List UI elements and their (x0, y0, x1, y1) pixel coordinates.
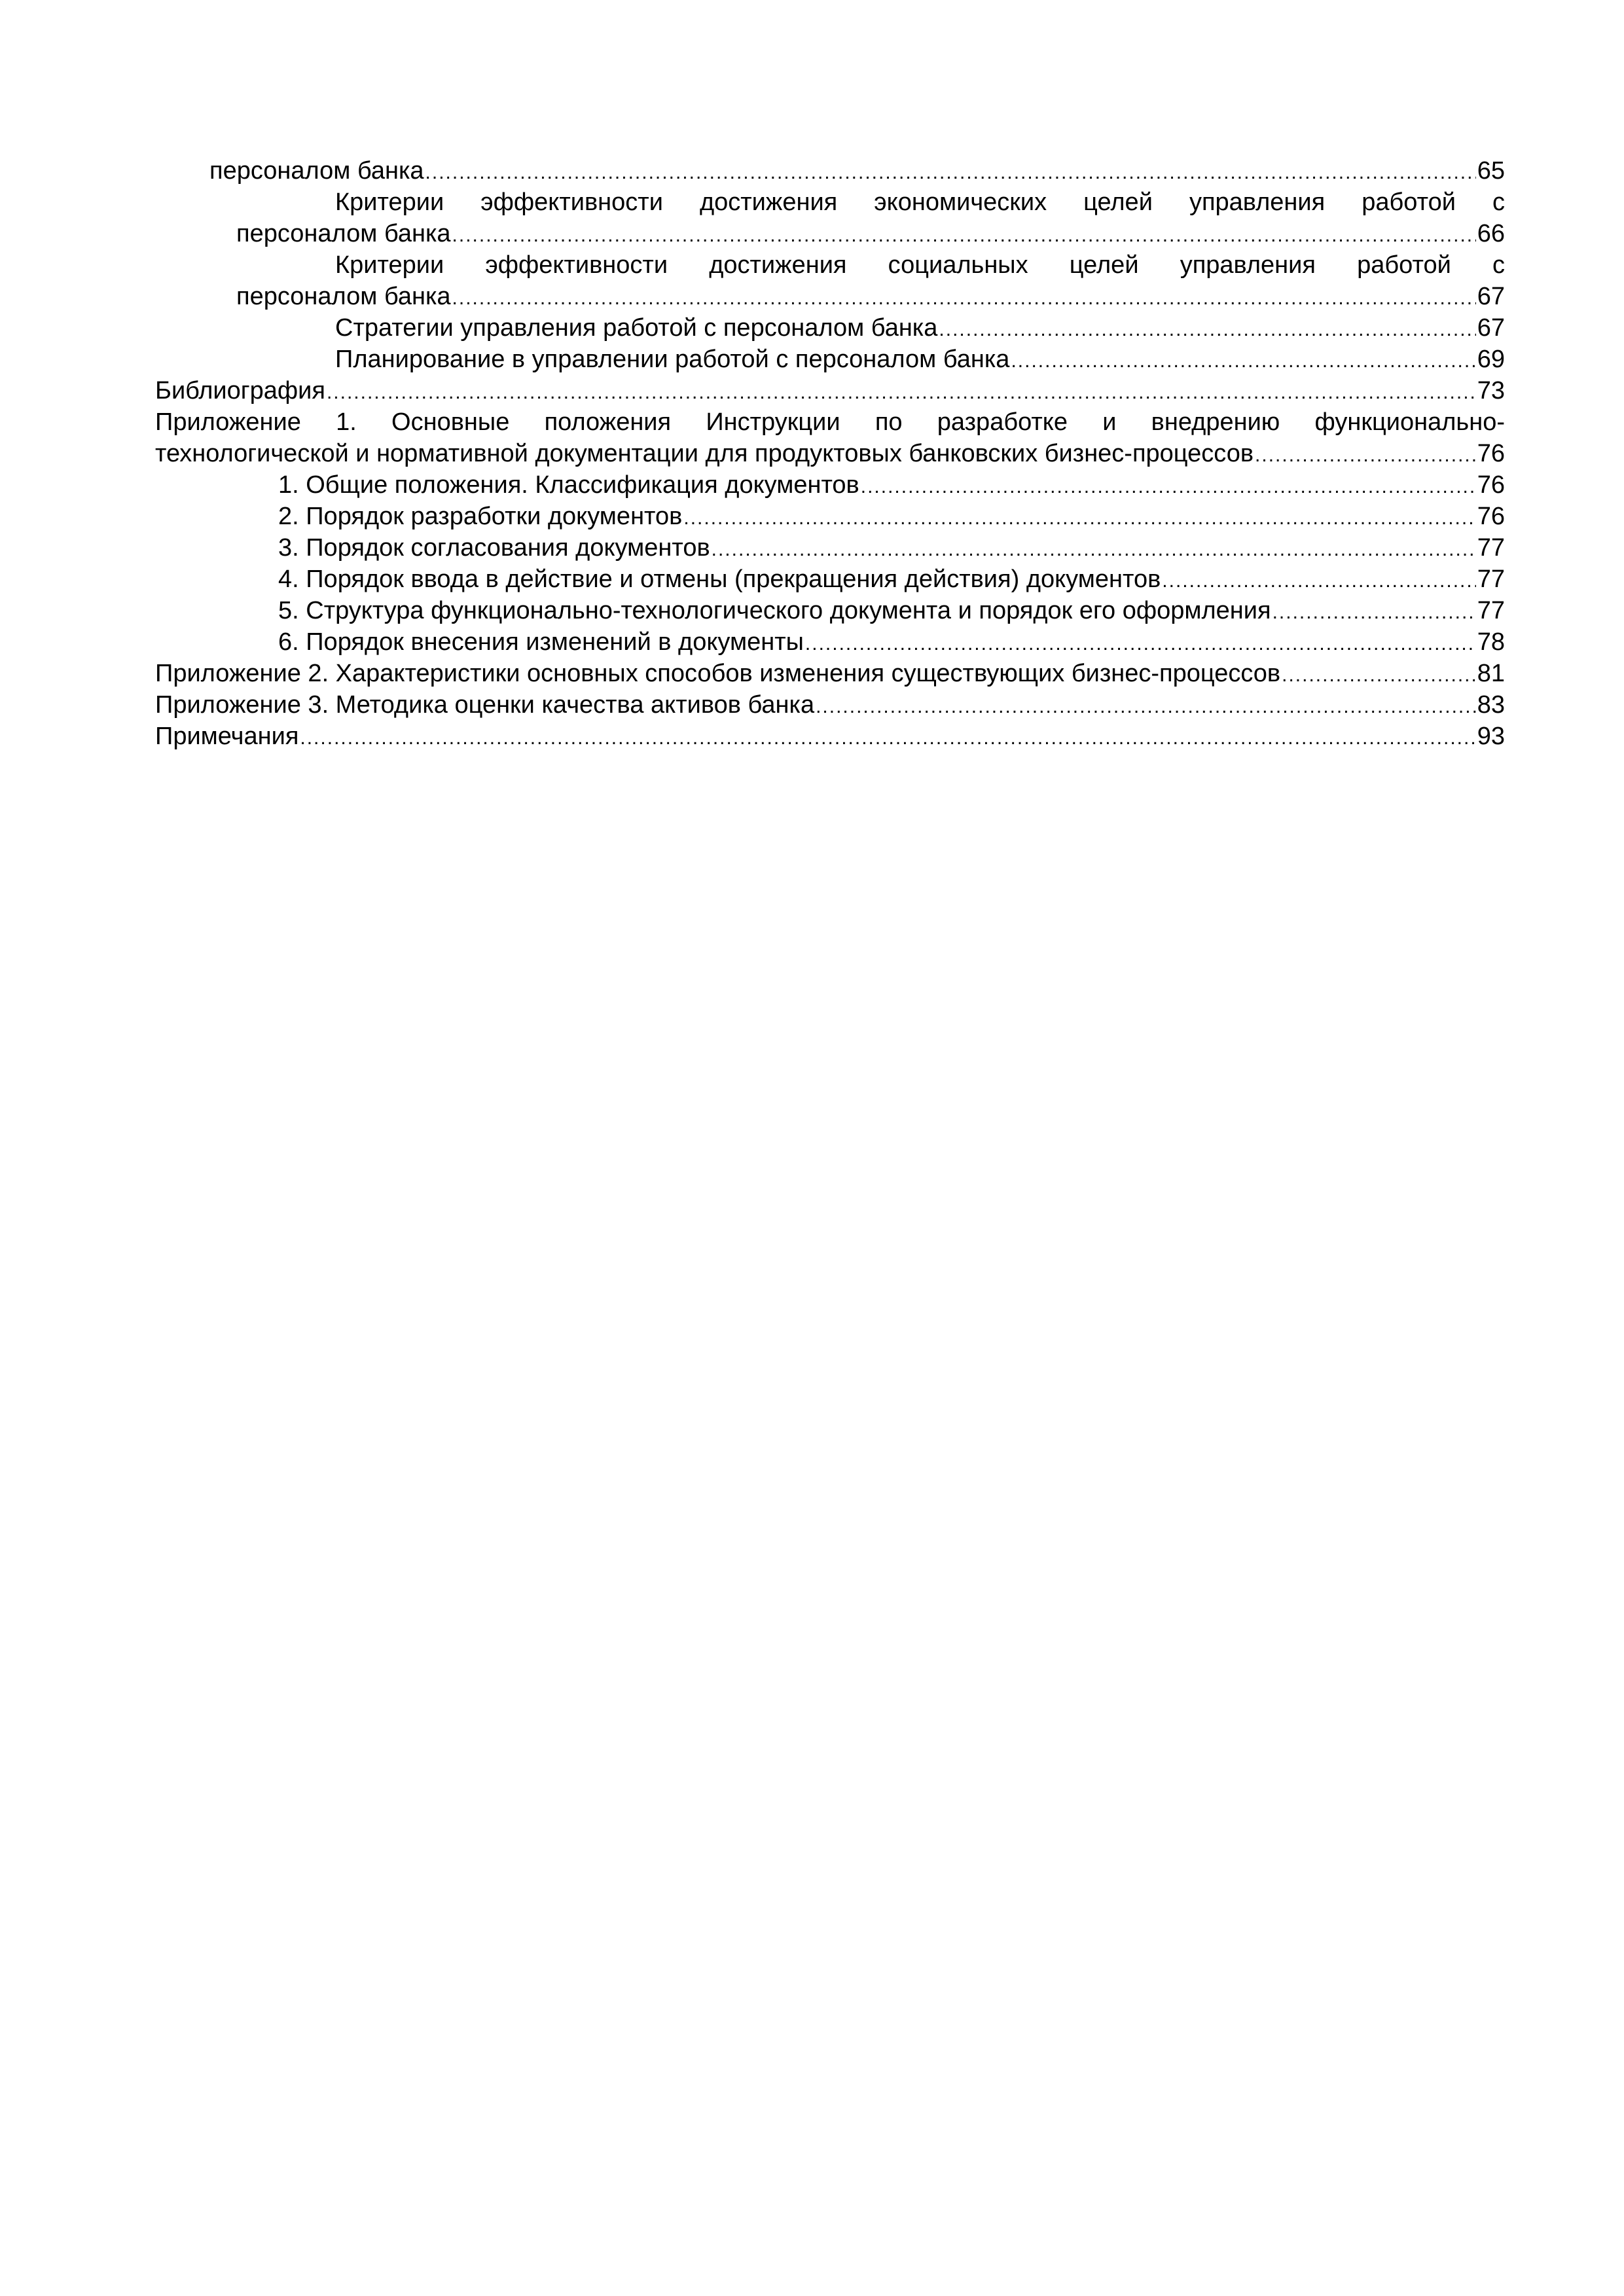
toc-line: Приложение 1. Основные положения Инструкции по разработке и внедрению функционально- (155, 408, 1505, 436)
toc-line (155, 532, 1505, 564)
toc-entry[interactable] (155, 721, 1505, 752)
toc-page-number: 67 (1477, 314, 1505, 342)
toc-entry-title: 1. Общие положения. Классификация документов (278, 471, 859, 499)
toc-entry-title: 6. Порядок внесения изменений в документы (278, 628, 804, 656)
toc-entry[interactable] (155, 595, 1505, 626)
toc-page-number: 77 (1477, 534, 1505, 562)
toc-page-number: 83 (1477, 691, 1505, 719)
toc-line: Критерии эффективности достижения социальных целей управления работой с (335, 251, 1505, 279)
dot-leader (861, 471, 1476, 503)
toc-page-number: 76 (1477, 440, 1505, 467)
toc-page-number: 69 (1477, 346, 1505, 373)
toc-line (155, 658, 1505, 689)
dot-leader (452, 220, 1476, 251)
toc-entry[interactable] (155, 187, 1505, 249)
toc-entry-title: Приложение 3. Методика оценки качества активов банка (155, 691, 815, 719)
toc-line: Критерии эффективности достижения экономических целей управления работой с (335, 188, 1505, 216)
toc-page-number: 81 (1477, 660, 1505, 687)
toc-entry-title: 5. Структура функционально-технологического документа и порядок его оформления (278, 597, 1271, 624)
toc-entry-title: персоналом банка (236, 283, 451, 310)
toc-entry[interactable] (155, 532, 1505, 564)
toc-entry-title: Стратегии управления работой с персоналом банка (335, 314, 938, 342)
toc-entry[interactable] (155, 375, 1505, 406)
dot-leader (816, 691, 1476, 723)
toc-page-number: 78 (1477, 628, 1505, 656)
toc-page-number: 73 (1477, 377, 1505, 404)
toc-page-number: 67 (1477, 283, 1505, 310)
dot-leader (805, 628, 1476, 660)
toc-page-number: 93 (1477, 723, 1505, 750)
toc-line (155, 312, 1505, 344)
toc-line (155, 595, 1505, 626)
toc-line (155, 469, 1505, 501)
toc-entry[interactable] (155, 564, 1505, 595)
dot-leader (683, 503, 1475, 534)
toc-line (155, 281, 1505, 312)
toc-entry[interactable] (155, 501, 1505, 532)
dot-leader (425, 157, 1476, 188)
toc-entry-title: Библиография (155, 377, 325, 404)
dot-leader (327, 377, 1476, 408)
toc-line (155, 564, 1505, 595)
dot-leader (300, 723, 1475, 754)
dot-leader (939, 314, 1475, 346)
toc-entry-title: Приложение 2. Характеристики основных способов изменения существующих бизнес-процессов (155, 660, 1281, 687)
toc-entry[interactable] (155, 406, 1505, 469)
toc-line (155, 344, 1505, 375)
dot-leader (452, 283, 1476, 314)
toc-line (155, 626, 1505, 658)
dot-leader (1282, 660, 1476, 691)
dot-leader (1272, 597, 1476, 628)
toc-line (155, 375, 1505, 406)
toc-entry[interactable] (155, 658, 1505, 689)
toc-page-number: 77 (1477, 597, 1505, 624)
toc-line (155, 438, 1505, 469)
toc-page-number: 76 (1477, 471, 1505, 499)
toc-line (155, 218, 1505, 249)
toc-line (155, 689, 1505, 721)
toc-page-number: 77 (1477, 565, 1505, 593)
toc-entry-title: 2. Порядок разработки документов (278, 503, 683, 530)
toc-entry-title: Примечания (155, 723, 299, 750)
dot-leader (1162, 565, 1475, 597)
toc-entry[interactable] (155, 689, 1505, 721)
toc-line (155, 155, 1505, 187)
table-of-contents (155, 155, 1505, 752)
toc-entry-title: Планирование в управлении работой с персоналом банка (335, 346, 1010, 373)
toc-entry[interactable] (155, 312, 1505, 344)
dot-leader (1255, 440, 1476, 471)
toc-entry-title: персоналом банка (236, 220, 451, 247)
toc-entry-title: 3. Порядок согласования документов (278, 534, 710, 562)
toc-page-number: 65 (1477, 157, 1505, 185)
toc-entry[interactable] (155, 469, 1505, 501)
toc-page-number: 66 (1477, 220, 1505, 247)
toc-entry[interactable] (155, 155, 1505, 187)
toc-entry[interactable] (155, 249, 1505, 312)
toc-entry-title: персоналом банка (209, 157, 424, 185)
toc-entry[interactable] (155, 344, 1505, 375)
toc-line (155, 501, 1505, 532)
dot-leader (712, 534, 1476, 565)
toc-entry-title: 4. Порядок ввода в действие и отмены (прекращения действия) документов (278, 565, 1161, 593)
toc-line (155, 721, 1505, 752)
toc-page-number: 76 (1477, 503, 1505, 530)
toc-entry[interactable] (155, 626, 1505, 658)
toc-entry-title: технологической и нормативной документации для продуктовых банковских бизнес-процессов (155, 440, 1254, 467)
dot-leader (1011, 346, 1475, 377)
